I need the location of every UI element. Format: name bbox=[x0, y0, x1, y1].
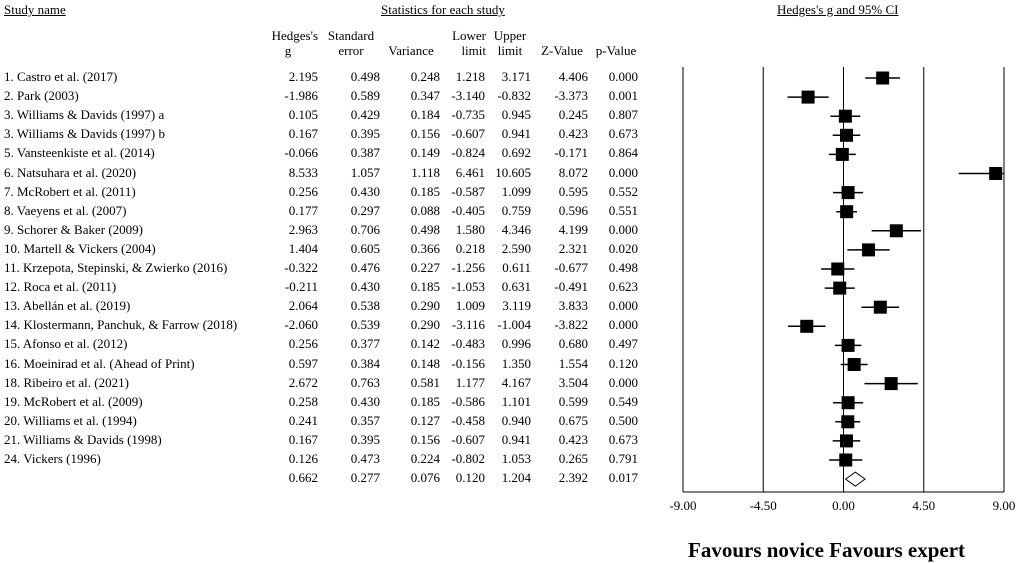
cell-lower: 0.218 bbox=[455, 240, 485, 256]
cell-lower: -0.802 bbox=[451, 451, 485, 466]
cell-upper: 10.605 bbox=[495, 164, 531, 180]
cell-g: 2.963 bbox=[288, 221, 318, 237]
cell-p: 0.864 bbox=[608, 145, 638, 161]
cell-g: 0.177 bbox=[288, 202, 318, 218]
study-name: 15. Afonso et al. (2012) bbox=[4, 336, 128, 352]
study-name: 24. Vickers (1996) bbox=[4, 451, 101, 466]
effect-marker bbox=[802, 91, 815, 104]
cell-z: 8.072 bbox=[558, 164, 588, 180]
cell-z: -0.491 bbox=[554, 279, 588, 295]
cell-lower: -0.607 bbox=[451, 431, 485, 447]
cell-upper: 2.590 bbox=[501, 240, 531, 256]
cell-upper: 4.346 bbox=[501, 221, 531, 237]
cell-g: 1.404 bbox=[288, 240, 318, 256]
effect-marker bbox=[989, 167, 1002, 180]
effect-marker bbox=[836, 148, 849, 161]
cell-p: 0.807 bbox=[608, 107, 638, 123]
cell-se: 0.589 bbox=[350, 88, 380, 104]
cell-g: -0.211 bbox=[284, 279, 318, 295]
cell-g: 0.256 bbox=[288, 183, 318, 199]
cell-upper: -0.832 bbox=[497, 88, 531, 104]
cell-var: 0.148 bbox=[410, 355, 440, 371]
effect-marker bbox=[840, 205, 853, 218]
cell-g: 0.167 bbox=[288, 431, 318, 447]
cell-var: 0.088 bbox=[410, 202, 440, 218]
cell-g: 0.258 bbox=[288, 393, 318, 409]
cell-var: 0.185 bbox=[410, 393, 440, 409]
tick-label: 0.00 bbox=[832, 498, 855, 513]
cell-se: 0.476 bbox=[350, 260, 380, 275]
cell-g: 2.064 bbox=[288, 298, 318, 314]
cell-lower: 1.009 bbox=[455, 298, 485, 314]
study-name: 13. Abellán et al. (2019) bbox=[4, 298, 131, 314]
cell-p: 0.001 bbox=[608, 88, 638, 104]
study-name: 6. Natsuhara et al. (2020) bbox=[4, 164, 137, 180]
cell-upper: 1.101 bbox=[501, 393, 531, 409]
effect-marker bbox=[800, 320, 813, 333]
cell-var: 0.581 bbox=[410, 374, 440, 390]
cell-z: 4.406 bbox=[558, 69, 588, 84]
cell-p: 0.623 bbox=[608, 279, 638, 295]
cell-p: 0.000 bbox=[608, 221, 638, 237]
cell-var: 0.156 bbox=[410, 431, 440, 447]
cell-se: 0.473 bbox=[350, 451, 380, 466]
cell-p: 0.498 bbox=[608, 260, 638, 275]
effect-marker bbox=[840, 129, 853, 142]
cell-p: 0.791 bbox=[608, 451, 638, 466]
cell-lower: -0.458 bbox=[451, 412, 485, 428]
study-name: 1. Castro et al. (2017) bbox=[4, 69, 118, 84]
statistics-header: Statistics for each study bbox=[381, 2, 505, 17]
cell-var: 1.118 bbox=[411, 164, 440, 180]
cell-z: 0.245 bbox=[558, 107, 588, 123]
study-name: 5. Vansteenkiste et al. (2014) bbox=[4, 145, 155, 161]
cell-lower: -0.824 bbox=[451, 145, 485, 161]
cell-se: 0.277 bbox=[350, 470, 380, 486]
cell-upper: 0.941 bbox=[501, 126, 531, 142]
cell-p: 0.020 bbox=[608, 240, 638, 256]
effect-marker bbox=[848, 358, 861, 371]
cell-z: 0.423 bbox=[558, 126, 588, 142]
cell-se: 0.429 bbox=[350, 107, 380, 123]
cell-var: 0.347 bbox=[410, 88, 440, 104]
cell-var: 0.142 bbox=[410, 336, 440, 352]
cell-var: 0.498 bbox=[410, 221, 440, 237]
cell-upper: 1.204 bbox=[501, 470, 531, 486]
cell-p: 0.549 bbox=[608, 393, 638, 409]
tick-label: 4.50 bbox=[912, 498, 936, 513]
cell-se: 0.498 bbox=[350, 69, 380, 84]
cell-upper: 0.996 bbox=[501, 336, 531, 352]
cell-upper: 4.167 bbox=[501, 374, 531, 390]
cell-z: -3.373 bbox=[554, 88, 588, 104]
cell-se: 0.387 bbox=[350, 145, 380, 161]
cell-lower: -3.140 bbox=[451, 88, 485, 104]
study-name: 2. Park (2003) bbox=[4, 88, 79, 104]
cell-upper: 0.692 bbox=[501, 145, 531, 161]
cell-var: 0.076 bbox=[410, 470, 440, 486]
cell-p: 0.000 bbox=[608, 317, 638, 333]
cell-z: 0.423 bbox=[558, 431, 588, 447]
col-header-z: Z-Value bbox=[541, 43, 583, 58]
cell-upper: 0.945 bbox=[501, 107, 531, 123]
cell-lower: -1.053 bbox=[451, 279, 485, 295]
cell-g: 0.256 bbox=[288, 336, 318, 352]
cell-lower: -0.587 bbox=[451, 183, 485, 199]
cell-z: 0.675 bbox=[558, 412, 588, 428]
cell-z: 1.554 bbox=[558, 355, 588, 371]
cell-p: 0.000 bbox=[608, 164, 638, 180]
study-name: 7. McRobert et al. (2011) bbox=[4, 183, 136, 199]
effect-marker bbox=[842, 396, 855, 409]
cell-lower: -0.156 bbox=[451, 355, 485, 371]
cell-g: 2.195 bbox=[288, 69, 318, 84]
cell-se: 0.539 bbox=[350, 317, 380, 333]
cell-g: 0.662 bbox=[288, 470, 318, 486]
cell-p: 0.000 bbox=[608, 298, 638, 314]
cell-upper: -1.004 bbox=[497, 317, 531, 333]
cell-g: 0.105 bbox=[288, 107, 318, 123]
cell-z: 3.504 bbox=[558, 374, 588, 390]
cell-lower: -0.607 bbox=[451, 126, 485, 142]
study-name: 8. Vaeyens et al. (2007) bbox=[4, 202, 127, 218]
effect-marker bbox=[842, 186, 855, 199]
tick-label: -4.50 bbox=[749, 498, 777, 513]
cell-g: 0.167 bbox=[288, 126, 318, 142]
cell-p: 0.497 bbox=[608, 336, 638, 352]
cell-upper: 1.350 bbox=[501, 355, 531, 371]
cell-p: 0.552 bbox=[608, 183, 638, 199]
effect-marker bbox=[862, 243, 875, 256]
cell-lower: -1.256 bbox=[451, 260, 485, 275]
study-name: 21. Williams & Davids (1998) bbox=[4, 431, 162, 447]
cell-z: 0.680 bbox=[558, 336, 588, 352]
cell-se: 0.706 bbox=[350, 221, 380, 237]
cell-var: 0.227 bbox=[410, 260, 440, 275]
cell-lower: 1.218 bbox=[455, 69, 485, 84]
cell-p: 0.017 bbox=[608, 470, 638, 486]
cell-var: 0.156 bbox=[410, 126, 440, 142]
cell-z: -0.171 bbox=[554, 145, 588, 161]
study-name: 10. Martell & Vickers (2004) bbox=[4, 240, 156, 256]
cell-se: 1.057 bbox=[350, 164, 380, 180]
cell-upper: 0.631 bbox=[501, 279, 531, 295]
cell-upper: 3.171 bbox=[501, 69, 531, 84]
effect-marker bbox=[839, 110, 852, 123]
cell-z: 0.265 bbox=[558, 451, 588, 466]
cell-g: -2.060 bbox=[284, 317, 318, 333]
cell-var: 0.149 bbox=[410, 145, 440, 161]
cell-g: -1.986 bbox=[284, 88, 318, 104]
cell-upper: 0.941 bbox=[501, 431, 531, 447]
cell-g: 0.597 bbox=[288, 355, 318, 371]
study-name: 18. Ribeiro et al. (2021) bbox=[4, 374, 129, 390]
cell-se: 0.297 bbox=[350, 202, 380, 218]
cell-z: 4.199 bbox=[558, 221, 588, 237]
cell-lower: 1.177 bbox=[455, 374, 485, 390]
cell-g: -0.066 bbox=[284, 145, 318, 161]
cell-z: 2.321 bbox=[558, 240, 588, 256]
tick-label: 9.00 bbox=[992, 498, 1016, 513]
cell-z: 0.596 bbox=[558, 202, 588, 218]
study-name: 3. Williams & Davids (1997) b bbox=[4, 126, 166, 142]
study-name-header: Study name bbox=[4, 2, 66, 17]
cell-var: 0.224 bbox=[410, 451, 440, 466]
col-header-var: Variance bbox=[388, 43, 434, 58]
cell-g: 2.672 bbox=[288, 374, 318, 390]
cell-upper: 1.099 bbox=[501, 183, 531, 199]
col-header-se: Standard error bbox=[327, 28, 375, 58]
cell-z: -3.822 bbox=[554, 317, 588, 333]
effect-marker bbox=[842, 339, 855, 352]
cell-lower: -0.483 bbox=[451, 336, 485, 352]
cell-var: 0.290 bbox=[410, 298, 440, 314]
cell-var: 0.184 bbox=[410, 107, 440, 123]
col-header-lower: Lower limit bbox=[452, 28, 486, 58]
cell-z: 0.599 bbox=[558, 393, 588, 409]
study-name: 9. Schorer & Baker (2009) bbox=[4, 221, 143, 237]
col-header-upper: Upper limit bbox=[493, 28, 527, 58]
cell-lower: 1.580 bbox=[455, 221, 485, 237]
cell-z: 3.833 bbox=[558, 298, 588, 314]
cell-se: 0.395 bbox=[350, 126, 380, 142]
cell-lower: -0.735 bbox=[451, 107, 485, 123]
cell-var: 0.127 bbox=[410, 412, 440, 428]
cell-se: 0.357 bbox=[350, 412, 380, 428]
cell-p: 0.673 bbox=[608, 126, 638, 142]
cell-p: 0.500 bbox=[608, 412, 638, 428]
cell-se: 0.430 bbox=[350, 279, 380, 295]
effect-marker bbox=[831, 263, 844, 276]
study-name: 3. Williams & Davids (1997) a bbox=[4, 107, 165, 123]
effect-marker bbox=[874, 301, 887, 314]
cell-p: 0.000 bbox=[608, 374, 638, 390]
effect-marker bbox=[841, 415, 854, 428]
cell-g: -0.322 bbox=[284, 260, 318, 275]
study-name: 11. Krzepota, Stepinski, & Zwierko (2016) bbox=[4, 260, 228, 275]
cell-se: 0.605 bbox=[350, 240, 380, 256]
cell-g: 8.533 bbox=[288, 164, 318, 180]
cell-var: 0.248 bbox=[410, 69, 440, 84]
cell-var: 0.185 bbox=[410, 183, 440, 199]
study-name: 14. Klostermann, Panchuk, & Farrow (2018) bbox=[4, 317, 238, 333]
study-name: 16. Moeinirad et al. (Ahead of Print) bbox=[4, 355, 195, 371]
cell-var: 0.366 bbox=[410, 240, 440, 256]
effect-marker bbox=[840, 434, 853, 447]
effect-marker bbox=[885, 377, 898, 390]
cell-se: 0.430 bbox=[350, 393, 380, 409]
cell-se: 0.763 bbox=[350, 374, 380, 390]
cell-se: 0.384 bbox=[350, 355, 380, 371]
cell-upper: 1.053 bbox=[501, 451, 531, 466]
effect-marker bbox=[839, 454, 852, 467]
cell-p: 0.000 bbox=[608, 69, 638, 84]
cell-lower: 0.120 bbox=[455, 470, 485, 486]
cell-z: -0.677 bbox=[554, 260, 588, 275]
effect-marker bbox=[890, 224, 903, 237]
cell-se: 0.430 bbox=[350, 183, 380, 199]
cell-z: 0.595 bbox=[558, 183, 588, 199]
cell-upper: 0.940 bbox=[501, 412, 531, 428]
study-name: 20. Williams et al. (1994) bbox=[4, 412, 137, 428]
cell-g: 0.126 bbox=[288, 451, 318, 466]
cell-lower: 6.461 bbox=[455, 164, 485, 180]
cell-p: 0.673 bbox=[608, 431, 638, 447]
cell-upper: 0.611 bbox=[502, 260, 531, 275]
favours-label: Favours novice Favours expert bbox=[688, 538, 966, 562]
tick-label: -9.00 bbox=[669, 498, 697, 513]
col-header-g: Hedges's g bbox=[271, 28, 318, 58]
cell-upper: 3.119 bbox=[502, 298, 531, 314]
cell-se: 0.538 bbox=[350, 298, 380, 314]
cell-se: 0.377 bbox=[350, 336, 380, 352]
cell-upper: 0.759 bbox=[501, 202, 531, 218]
ci-header: Hedges's g and 95% CI bbox=[777, 2, 899, 17]
col-header-p: p-Value bbox=[595, 43, 637, 58]
summary-diamond bbox=[846, 472, 865, 486]
cell-se: 0.395 bbox=[350, 431, 380, 447]
cell-p: 0.120 bbox=[608, 355, 638, 371]
effect-marker bbox=[833, 282, 846, 295]
cell-lower: -0.405 bbox=[451, 202, 485, 218]
study-name: 12. Roca et al. (2011) bbox=[4, 279, 117, 295]
cell-g: 0.241 bbox=[288, 412, 318, 428]
cell-var: 0.290 bbox=[410, 317, 440, 333]
cell-lower: -0.586 bbox=[451, 393, 485, 409]
cell-lower: -3.116 bbox=[451, 317, 485, 333]
study-name: 19. McRobert et al. (2009) bbox=[4, 393, 143, 409]
cell-var: 0.185 bbox=[410, 279, 440, 295]
cell-z: 2.392 bbox=[558, 470, 588, 486]
cell-p: 0.551 bbox=[608, 202, 638, 218]
effect-marker bbox=[876, 72, 889, 85]
